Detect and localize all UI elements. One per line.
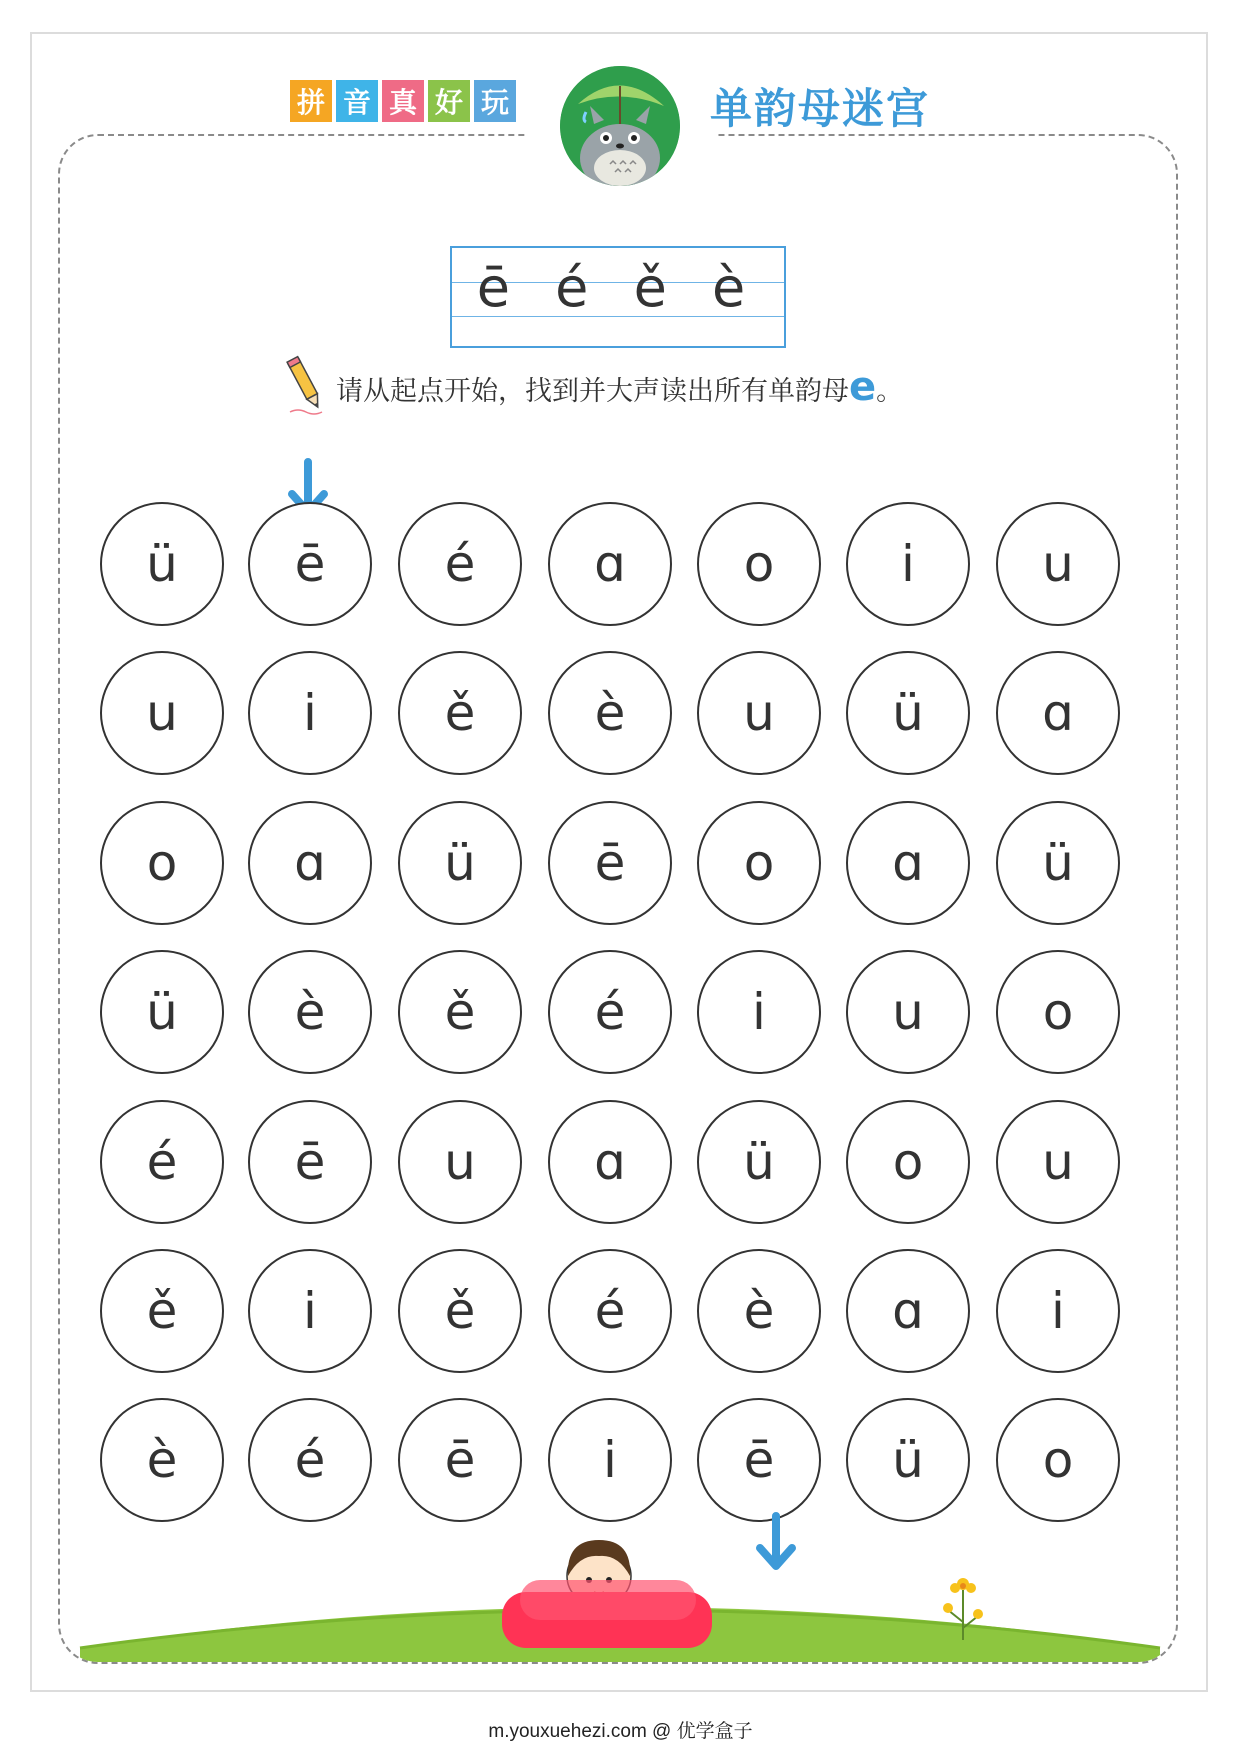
maze-cell[interactable]: u <box>398 1100 522 1224</box>
maze-cell[interactable]: é <box>548 950 672 1074</box>
maze-cell[interactable]: ě <box>100 1249 224 1373</box>
maze-cell[interactable]: ē <box>548 801 672 925</box>
footer-watermark: m.youxuehezi.com @ 优学盒子 <box>488 1721 753 1742</box>
tone-writing-box <box>450 246 786 348</box>
title-tile: 好 <box>428 80 470 122</box>
maze-cell[interactable]: ɑ <box>846 1249 970 1373</box>
tone-marks: ē é ě è <box>476 256 760 319</box>
maze-cell[interactable]: ě <box>398 950 522 1074</box>
maze-cell[interactable]: ü <box>398 801 522 925</box>
maze-cell[interactable]: o <box>996 1398 1120 1522</box>
maze-cell[interactable]: u <box>996 1100 1120 1224</box>
maze-cell[interactable]: o <box>996 950 1120 1074</box>
maze-cell[interactable]: ü <box>846 651 970 775</box>
yellow-flower-icon <box>936 1570 990 1646</box>
title-tiles <box>290 80 516 122</box>
maze-cell[interactable]: é <box>398 502 522 626</box>
maze-cell[interactable]: o <box>697 801 821 925</box>
end-arrow-icon <box>752 1512 800 1574</box>
maze-cell[interactable]: ü <box>996 801 1120 925</box>
maze-cell[interactable]: è <box>548 651 672 775</box>
title-tile: 玩 <box>474 80 516 122</box>
maze-cell[interactable]: ɑ <box>248 801 372 925</box>
maze-cell[interactable]: u <box>100 651 224 775</box>
maze-cell[interactable]: ɑ <box>996 651 1120 775</box>
maze-cell[interactable]: ü <box>100 950 224 1074</box>
page-title: 单韵母迷宫 <box>710 84 931 133</box>
maze-cell[interactable]: ü <box>846 1398 970 1522</box>
maze-cell[interactable]: è <box>248 950 372 1074</box>
target-vowel: e <box>849 364 877 410</box>
maze-cell[interactable]: i <box>846 502 970 626</box>
maze-cell[interactable]: ē <box>248 502 372 626</box>
totoro-with-leaf-icon <box>556 62 684 190</box>
maze-cell[interactable]: ē <box>398 1398 522 1522</box>
title-tile: 音 <box>336 80 378 122</box>
maze-cell[interactable]: ě <box>398 1249 522 1373</box>
maze-cell[interactable]: ü <box>697 1100 821 1224</box>
maze-cell[interactable]: è <box>697 1249 821 1373</box>
maze-cell[interactable]: i <box>248 651 372 775</box>
maze-cell[interactable]: u <box>697 651 821 775</box>
maze-cell[interactable]: i <box>697 950 821 1074</box>
maze-cell[interactable]: ü <box>100 502 224 626</box>
maze-cell[interactable]: è <box>100 1398 224 1522</box>
maze-cell[interactable]: ɑ <box>548 502 672 626</box>
maze-cell[interactable]: i <box>548 1398 672 1522</box>
maze-cell[interactable]: é <box>100 1100 224 1224</box>
maze-cell[interactable]: o <box>697 502 821 626</box>
maze-cell[interactable]: o <box>846 1100 970 1224</box>
maze-cell[interactable]: i <box>996 1249 1120 1373</box>
title-tile: 拼 <box>290 80 332 122</box>
maze-cell[interactable]: ē <box>248 1100 372 1224</box>
instruction-text: 请从起点开始，找到并大声读出所有单韵母e。 <box>336 364 904 410</box>
maze-cell[interactable]: ě <box>398 651 522 775</box>
maze-cell[interactable]: i <box>248 1249 372 1373</box>
maze-cell[interactable]: u <box>996 502 1120 626</box>
maze-cell[interactable]: ɑ <box>548 1100 672 1224</box>
maze-cell[interactable]: ē <box>697 1398 821 1522</box>
redaction-mark <box>502 1580 712 1654</box>
title-tile: 真 <box>382 80 424 122</box>
pencil-icon <box>282 354 330 416</box>
maze-cell[interactable]: o <box>100 801 224 925</box>
maze-cell[interactable]: é <box>248 1398 372 1522</box>
maze-cell[interactable]: é <box>548 1249 672 1373</box>
maze-cell[interactable]: u <box>846 950 970 1074</box>
maze-cell[interactable]: ɑ <box>846 801 970 925</box>
